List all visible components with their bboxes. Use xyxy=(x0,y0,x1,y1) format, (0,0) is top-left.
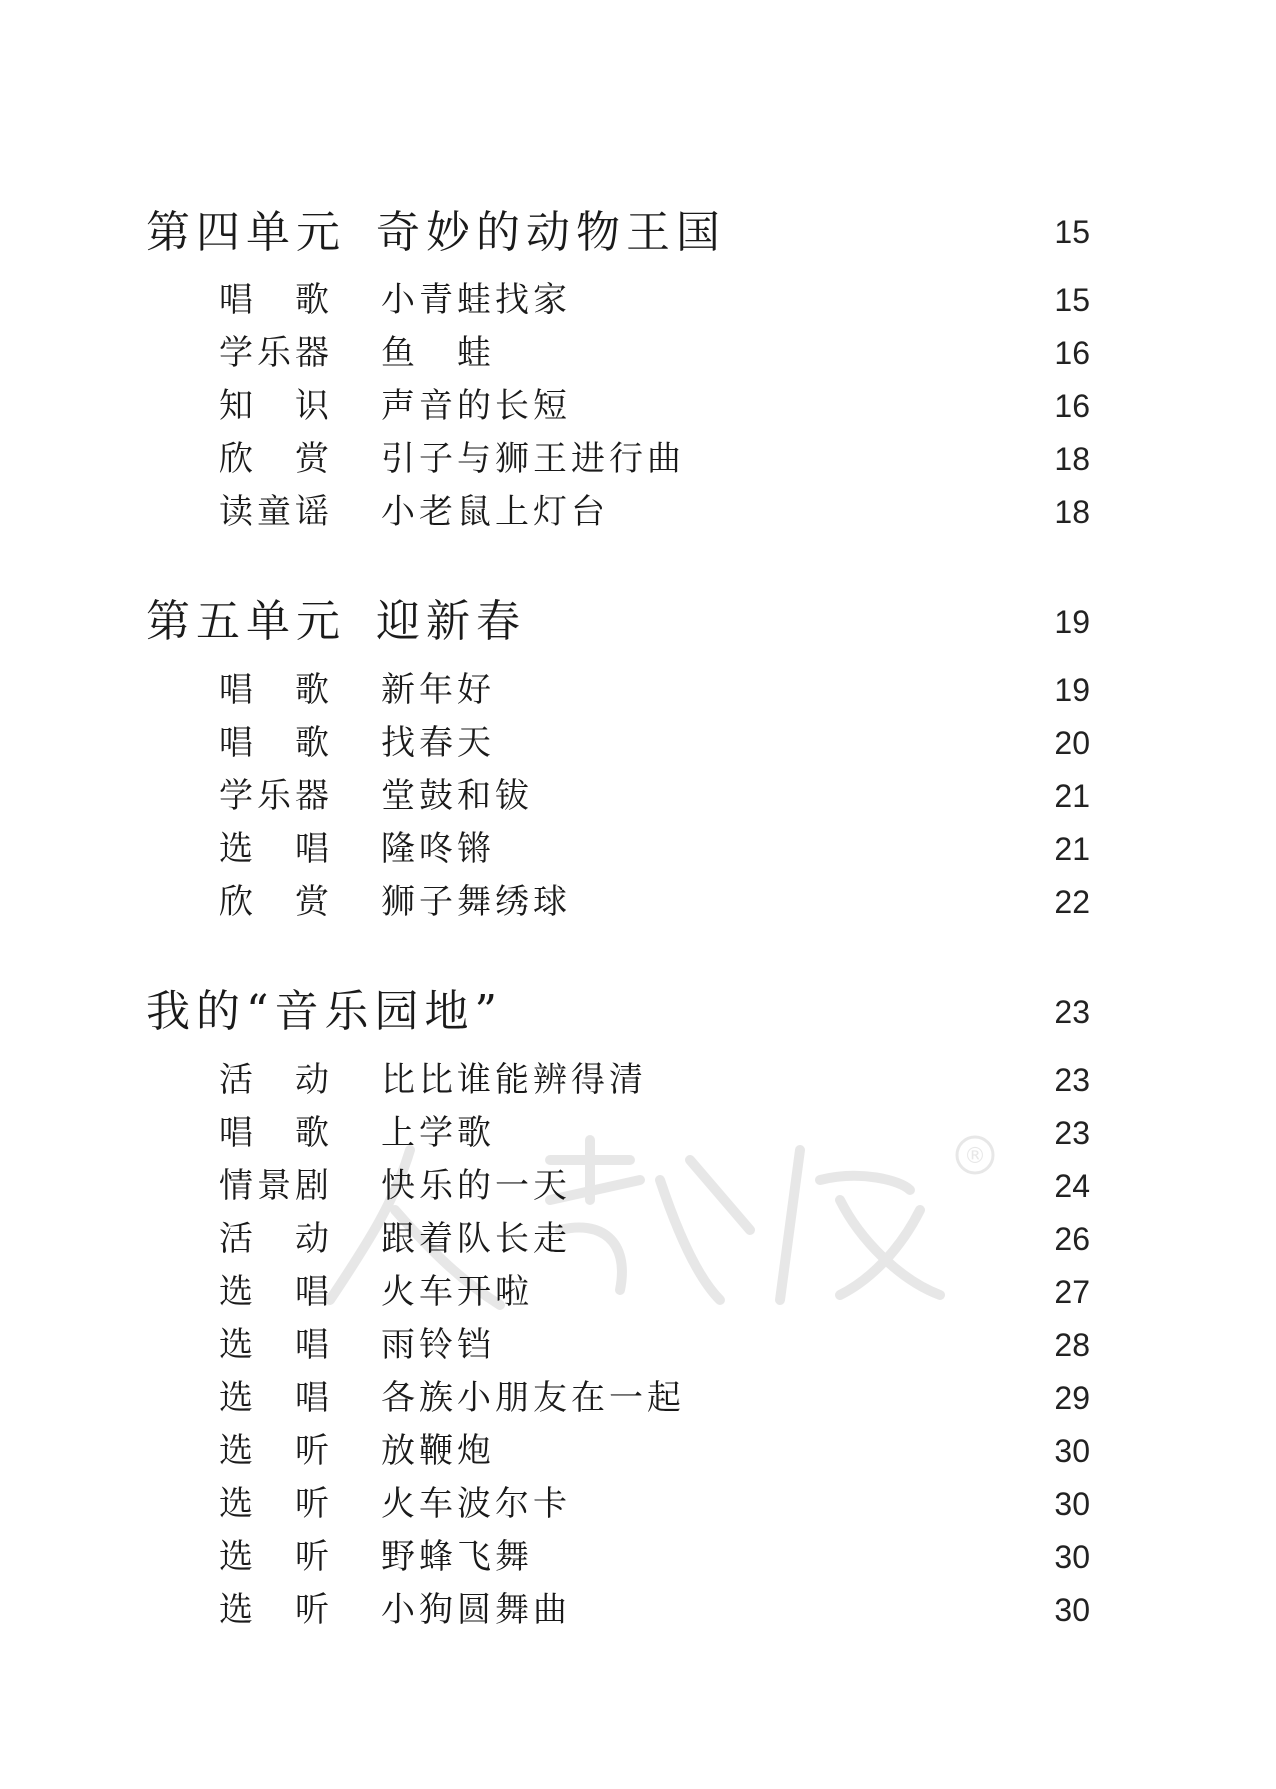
entry-page-number: 19 xyxy=(1054,672,1090,708)
entry-title: 小狗圆舞曲 xyxy=(381,1590,571,1630)
unit-page-number: 19 xyxy=(1054,604,1090,640)
unit-heading xyxy=(146,594,526,650)
entry-category: 欣 赏 xyxy=(219,882,333,922)
entry-category: 活 动 xyxy=(219,1219,333,1259)
entry-category: 唱 歌 xyxy=(219,280,333,320)
entry-title: 火车开啦 xyxy=(381,1272,533,1312)
entry-title: 堂鼓和钹 xyxy=(381,776,533,816)
entry-title: 比比谁能辨得清 xyxy=(381,1060,647,1100)
entry-category: 读童谣 xyxy=(219,492,333,532)
unit-label: 第四单元 xyxy=(146,207,346,258)
entry-category: 学乐器 xyxy=(219,776,333,816)
entry-title: 上学歌 xyxy=(381,1113,495,1153)
entry-category: 选 唱 xyxy=(219,1378,333,1418)
entry-page-number: 30 xyxy=(1054,1592,1090,1628)
entry-page-number: 27 xyxy=(1054,1274,1090,1310)
unit-title: 奇妙的动物王国 xyxy=(376,207,726,258)
entry-page-number: 15 xyxy=(1054,282,1090,318)
entry-title: 跟着队长走 xyxy=(381,1219,571,1259)
unit-heading xyxy=(146,984,503,1040)
unit-heading xyxy=(146,205,726,261)
entry-category: 选 听 xyxy=(219,1590,333,1630)
entry-title: 各族小朋友在一起 xyxy=(381,1378,685,1418)
entry-page-number: 28 xyxy=(1054,1327,1090,1363)
unit-page-number: 15 xyxy=(1054,214,1090,250)
entry-category: 唱 歌 xyxy=(219,1113,333,1153)
entry-category: 选 唱 xyxy=(219,1272,333,1312)
entry-title: 野蜂飞舞 xyxy=(381,1537,533,1577)
entry-category: 唱 歌 xyxy=(219,723,333,763)
entry-title: 鱼 蛙 xyxy=(381,333,495,373)
entry-page-number: 16 xyxy=(1054,335,1090,371)
entry-page-number: 30 xyxy=(1054,1433,1090,1469)
entry-title: 小青蛙找家 xyxy=(381,280,571,320)
entry-category: 情景剧 xyxy=(219,1166,333,1206)
entry-page-number: 23 xyxy=(1054,1115,1090,1151)
entry-category: 选 听 xyxy=(219,1484,333,1524)
entry-page-number: 22 xyxy=(1054,884,1090,920)
entry-page-number: 30 xyxy=(1054,1486,1090,1522)
entry-title: 小老鼠上灯台 xyxy=(381,492,609,532)
entry-page-number: 24 xyxy=(1054,1168,1090,1204)
entry-page-number: 30 xyxy=(1054,1539,1090,1575)
entry-page-number: 23 xyxy=(1054,1062,1090,1098)
entry-title: 火车波尔卡 xyxy=(381,1484,571,1524)
entry-title: 狮子舞绣球 xyxy=(381,882,571,922)
entry-title: 雨铃铛 xyxy=(381,1325,495,1365)
entry-title: 找春天 xyxy=(381,723,495,763)
entry-category: 知 识 xyxy=(219,386,333,426)
entry-page-number: 16 xyxy=(1054,388,1090,424)
entry-title: 声音的长短 xyxy=(381,386,571,426)
unit-label: 第五单元 xyxy=(146,596,346,647)
unit-label: 我的“音乐园地” xyxy=(146,986,503,1037)
unit-title: 迎新春 xyxy=(376,596,526,647)
entry-page-number: 18 xyxy=(1054,441,1090,477)
entry-category: 选 唱 xyxy=(219,829,333,869)
entry-category: 选 听 xyxy=(219,1537,333,1577)
entry-title: 引子与狮王进行曲 xyxy=(381,439,685,479)
entry-title: 新年好 xyxy=(381,670,495,710)
entry-title: 放鞭炮 xyxy=(381,1431,495,1471)
entry-page-number: 26 xyxy=(1054,1221,1090,1257)
registered-mark: ® xyxy=(964,1144,986,1169)
entry-page-number: 21 xyxy=(1054,778,1090,814)
entry-title: 快乐的一天 xyxy=(381,1166,571,1206)
entry-category: 唱 歌 xyxy=(219,670,333,710)
entry-category: 活 动 xyxy=(219,1060,333,1100)
entry-page-number: 20 xyxy=(1054,725,1090,761)
entry-page-number: 29 xyxy=(1054,1380,1090,1416)
entry-category: 选 听 xyxy=(219,1431,333,1471)
entry-category: 学乐器 xyxy=(219,333,333,373)
entry-page-number: 21 xyxy=(1054,831,1090,867)
entry-category: 欣 赏 xyxy=(219,439,333,479)
entry-category: 选 唱 xyxy=(219,1325,333,1365)
entry-title: 隆咚锵 xyxy=(381,829,495,869)
entry-page-number: 18 xyxy=(1054,494,1090,530)
unit-page-number: 23 xyxy=(1054,994,1090,1030)
